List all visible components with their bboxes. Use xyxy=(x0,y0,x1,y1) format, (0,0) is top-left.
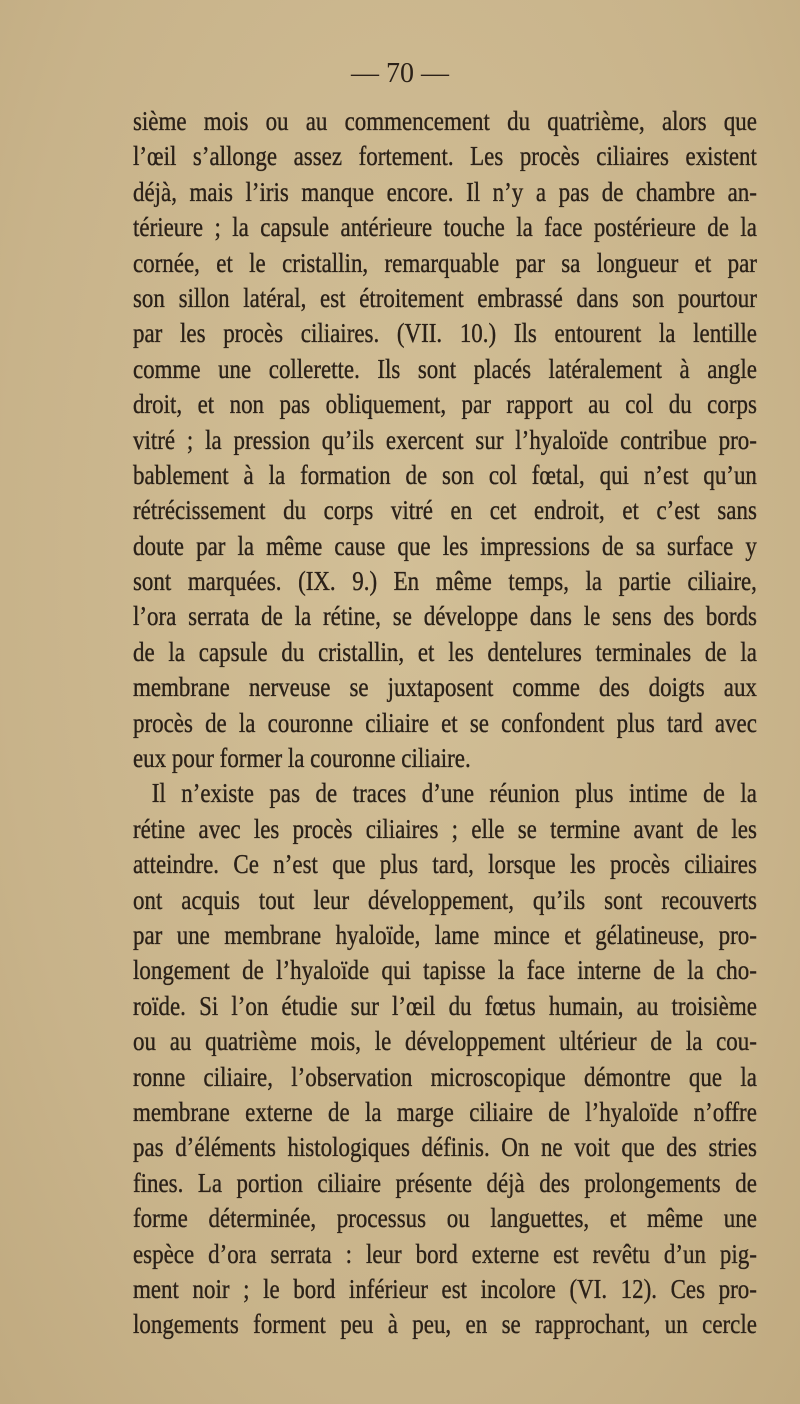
text-line: membrane nerveuse se juxtaposent comme des doigts aux xyxy=(133,672,757,703)
text-line: forme déterminée, processus ou languettes, et même une xyxy=(133,1203,757,1234)
text-line: rétine avec les procès ciliaires ; elle se termine avant de les xyxy=(133,813,757,844)
text-line: l’ora serrata de la rétine, se développe dans le sens des bords xyxy=(133,601,757,632)
text-line: pas d’éléments histologiques définis. On ne voit que des stries xyxy=(133,1132,757,1163)
text-line: rétrécissement du corps vitré en cet endroit, et c’est sans xyxy=(133,495,757,526)
page-number: — 70 — xyxy=(351,58,449,89)
text-line: sième mois ou au commencement du quatrième, alors que xyxy=(133,106,757,136)
text-line: roïde. Si l’on étudie sur l’œil du fœtus humain, au troisième xyxy=(133,990,757,1021)
text-line: atteindre. Ce n’est que plus tard, lorsque les procès ciliaires xyxy=(133,849,757,880)
text-line: longements forment peu à peu, en se rapprochant, un cercle xyxy=(133,1309,757,1340)
text-line: cornée, et le cristallin, remarquable par sa longueur et par xyxy=(133,247,757,278)
text-line: vitré ; la pression qu’ils exercent sur l’hyaloïde contribue pro- xyxy=(133,424,757,455)
text-line: longement de l’hyaloïde qui tapisse la face interne de la cho- xyxy=(133,955,757,986)
text-line: droit, et non pas obliquement, par rapport au col du corps xyxy=(133,389,757,420)
text-line: par une membrane hyaloïde, lame mince et gélatineuse, pro- xyxy=(133,919,757,950)
text-line: doute par la même cause que les impressions de sa surface y xyxy=(133,530,757,561)
text-line: déjà, mais l’iris manque encore. Il n’y a pas de chambre an- xyxy=(133,176,757,207)
text-line: comme une collerette. Ils sont placés latéralement à angle xyxy=(133,353,757,384)
text-line: ou au quatrième mois, le développement ultérieur de la cou- xyxy=(133,1026,757,1057)
text-line: Il n’existe pas de traces d’une réunion plus intime de la xyxy=(151,778,757,809)
text-line: ont acquis tout leur développement, qu’ils sont recouverts xyxy=(133,884,757,915)
text-line: procès de la couronne ciliaire et se confondent plus tard avec xyxy=(133,707,757,738)
text-line: eux pour former la couronne ciliaire. xyxy=(133,743,471,774)
text-line: par les procès ciliaires. (VII. 10.) Ils entourent la lentille xyxy=(133,318,757,349)
text-line: sont marquées. (IX. 9.) En même temps, la partie ciliaire, xyxy=(133,566,757,597)
text-line: fines. La portion ciliaire présente déjà des prolongements de xyxy=(133,1167,757,1198)
text-line: térieure ; la capsule antérieure touche la face postérieure de la xyxy=(133,212,757,243)
text-line: ronne ciliaire, l’observation microscopique démontre que la xyxy=(133,1061,757,1092)
text-line: bablement à la formation de son col fœtal, qui n’est qu’un xyxy=(133,459,757,490)
text-line: son sillon latéral, est étroitement embrassé dans son pourtour xyxy=(133,282,757,313)
body-text xyxy=(133,104,757,1343)
text-line: l’œil s’allonge assez fortement. Les procès ciliaires existent xyxy=(133,141,757,172)
text-line: de la capsule du cristallin, et les dentelures terminales de la xyxy=(133,636,757,667)
text-line: ment noir ; le bord inférieur est incolore (VI. 12). Ces pro- xyxy=(133,1273,757,1304)
text-line: membrane externe de la marge ciliaire de l’hyaloïde n’offre xyxy=(133,1096,757,1127)
text-line: espèce d’ora serrata : leur bord externe est revêtu d’un pig- xyxy=(133,1238,757,1269)
